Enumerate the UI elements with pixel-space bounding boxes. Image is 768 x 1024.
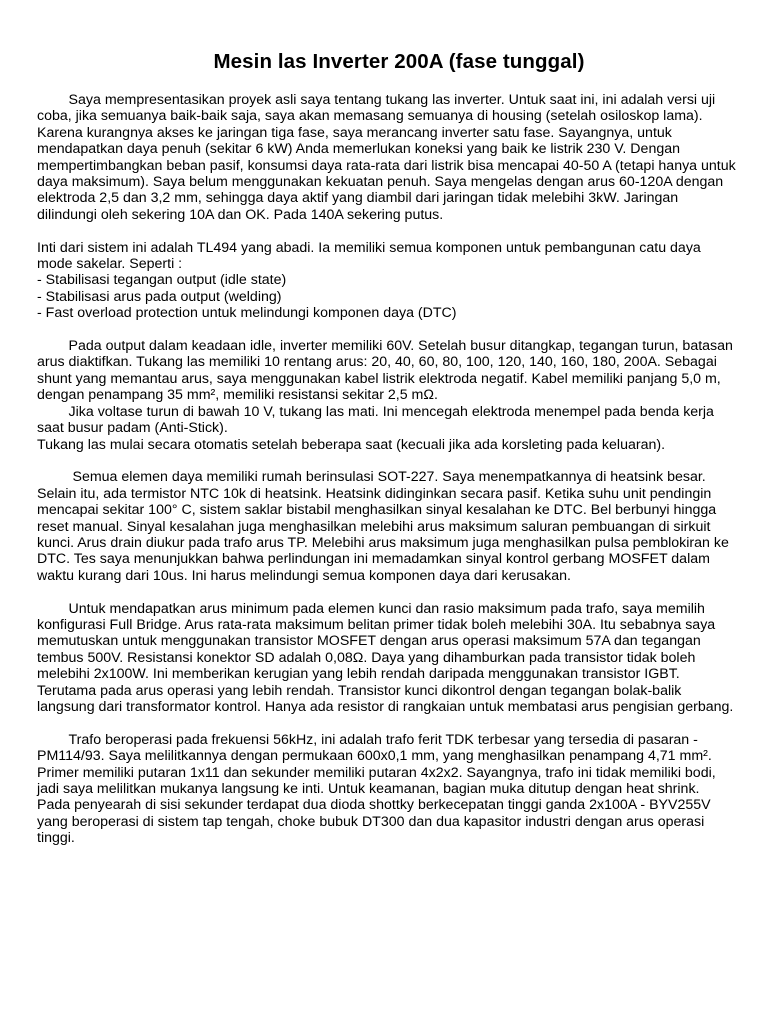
paragraph-output-idle: Pada output dalam keadaan idle, inverter memiliki 60V. Setelah busur ditangkap, tegangan turun, batasan arus diaktifkan. Tukang las memiliki 10 rentang arus: 20, 40, 60, 80, 100, 120, 140, 160, 180, 200A. Sebagai shunt yang memantau arus, saya menggunakan kabel listrik elektroda negatif. Kabel memiliki panjang 5,0 m, dengan penampang 35 mm², memiliki resistansi sekitar 2,5 mΩ. (37, 338, 737, 404)
list-item: - Stabilisasi tegangan output (idle state) (37, 272, 287, 289)
paragraph-rectifier: Pada penyearah di sisi sekunder terdapat dua dioda shottky berkecepatan tinggi ganda 2x100A - BYV255V yang beroperasi di sistem tap tengah, choke bubuk DT300 dan dua kapasitor industri dengan arus operasi tinggi. (37, 797, 715, 847)
paragraph-gap (37, 453, 737, 469)
paragraph-gap (37, 322, 737, 338)
document-title: Mesin las Inverter 200A (fase tunggal) (213, 50, 585, 73)
paragraph-full-bridge: Untuk mendapatkan arus minimum pada elemen kunci dan rasio maksimum pada trafo, saya memilih konfigurasi Full Bridge. Arus rata-rata maksimum belitan primer tidak boleh melebihi 30A. Itu sebabnya saya memutuskan untuk menggunakan transistor MOSFET dengan arus operasi maksimum 57A dan tegangan tembus 500V. Resistansi konektor SD adalah 0,08Ω. Daya yang dihamburkan pada transistor tidak boleh melebihi 2x100W. Ini memberikan kerugian yang lebih rendah daripada menggunakan transistor IGBT. Terutama pada arus operasi yang lebih rendah. Transistor kunci dikontrol dengan tegangan bolak-balik langsung dari transformator kontrol. Hanya ada resistor di rangkaian untuk membatasi arus pengisian gerbang. (37, 600, 734, 715)
paragraph-intro: Saya mempresentasikan proyek asli saya tentang tukang las inverter. Untuk saat ini, ini adalah versi uji coba, jika semuanya baik-baik saja, saya akan memasang semuanya di housing (setelah osiloskop lama). (37, 92, 720, 125)
list-item: - Stabilisasi arus pada output (welding) (37, 288, 282, 305)
document-body (37, 92, 740, 847)
paragraph-auto-start: Tukang las mulai secara otomatis setelah beberapa saat (kecuali jika ada korsleting pada keluaran). (37, 436, 666, 453)
paragraph-transformer: Trafo beroperasi pada frekuensi 56kHz, ini adalah trafo ferit TDK terbesar yang tersedia di pasaran - PM114/93. Saya melilitkannya dengan permukaan 600x0,1 mm, yang menghasilkan penampang 4,71 mm². (37, 731, 712, 765)
paragraph-anti-stick: Jika voltase turun di bawah 10 V, tukang las mati. Ini mencegah elektroda menempel pada benda kerja saat busur padam (Anti-Stick). (37, 403, 718, 437)
paragraph-windings: Primer memiliki putaran 1x11 dan sekunder memiliki putaran 4x2x2. Sayangnya, trafo ini tidak memiliki bodi, jadi saya melilitkan mukanya langsung ke inti. Untuk keamanan, bagian muka ditutup dengan heat shrink. (37, 764, 720, 797)
paragraph-single-phase: Karena kurangnya akses ke jaringan tiga fase, saya merancang inverter satu fase. Sayangnya, untuk mendapatkan daya penuh (sekitar 6 kW) Anda memerlukan koneksi yang baik ke listrik 230 V. Dengan mempertimbangkan beban pasif, konsumsi daya rata-rata dari listrik bisa mencapai 40-50 A (tetapi hanya untuk daya maksimum). Saya belum menggunakan kekuatan penuh. Saya mengelas dengan arus 60-120A dengan elektroda 2,5 dan 3,2 mm, sehingga daya aktif yang diambil dari jaringan tidak melebihi 3kW. Jaringan dilindungi oleh sekering 10A dan OK. Pada 140A sekering putus. (37, 124, 740, 223)
list-item: - Fast overload protection untuk melindungi komponen daya (DTC) (37, 305, 457, 322)
paragraph-gap (37, 223, 737, 239)
paragraph-gap (37, 715, 737, 731)
paragraph-protection: Semua elemen daya memiliki rumah berinsulasi SOT-227. Saya menempatkannya di heatsink besar. Selain itu, ada termistor NTC 10k di heatsink. Heatsink didinginkan secara pasif. Ketika suhu unit pendingin mencapai sekitar 100° C, sistem saklar bistabil menghasilkan sinyal kesalahan ke DTC. Bel berbunyi hingga reset manual. Sinyal kesalahan juga menghasilkan melebihi arus maksimum saluran pembuangan di sirkuit kunci. Arus drain diukur pada trafo arus TP. Melebihi arus maksimum juga menghasilkan pulsa pemblokiran ke DTC. Tes saya menunjukkan bahwa perlindungan ini memadamkan sinyal kontrol gerbang MOSFET dalam waktu kurang dari 10us. Ini harus melindungi semua komponen daya dari kerusakan. (37, 469, 733, 584)
paragraph-gap (37, 584, 737, 600)
paragraph-tl494: Inti dari sistem ini adalah TL494 yang abadi. Ia memiliki semua komponen untuk pembangunan catu daya mode sakelar. Seperti : (37, 239, 705, 273)
